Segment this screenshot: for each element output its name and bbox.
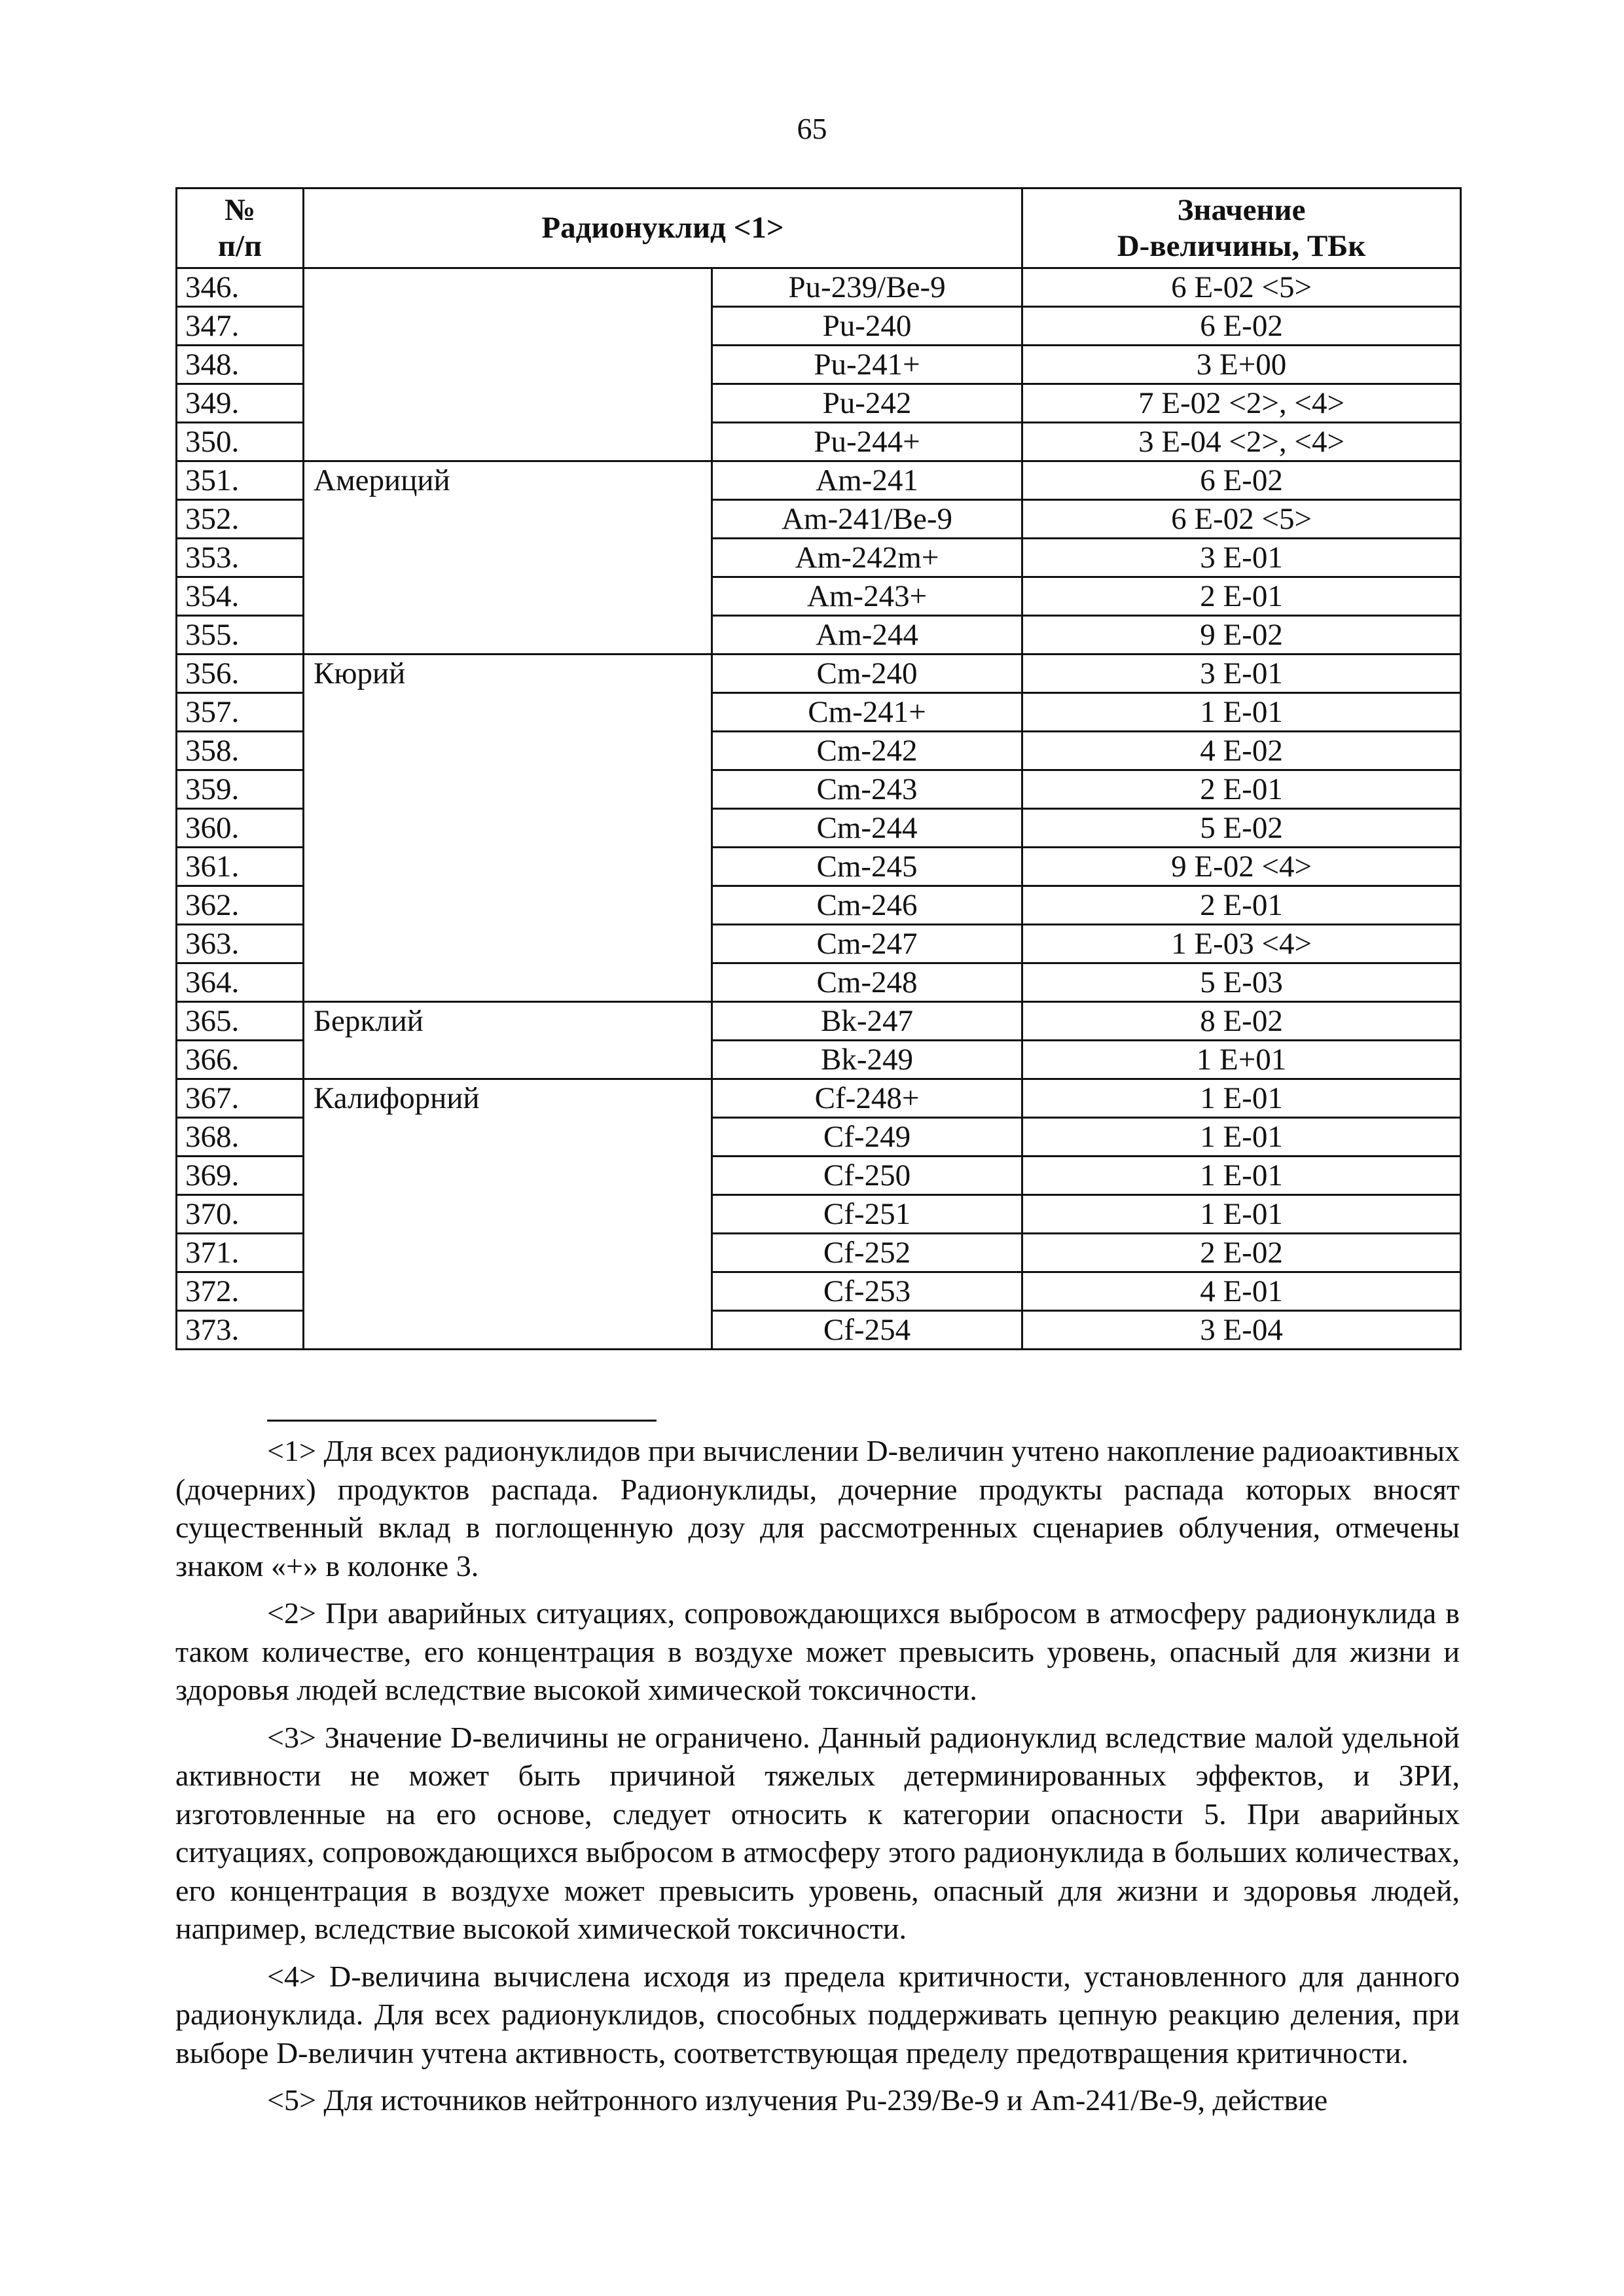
isotope: Pu-240: [712, 307, 1022, 346]
element-name: [304, 307, 712, 346]
table-row: [177, 1079, 1461, 1118]
row-number: 349.: [177, 384, 304, 423]
isotope: Cf-250: [712, 1157, 1022, 1195]
table-row: [177, 500, 1461, 539]
element-name: [304, 1195, 712, 1234]
isotope: Cf-253: [712, 1272, 1022, 1311]
isotope: Cm-240: [712, 655, 1022, 693]
d-value: 3 E-04: [1022, 1311, 1461, 1350]
row-number: 357.: [177, 693, 304, 732]
header-value: Значение D-величины, ТБк: [1022, 188, 1461, 268]
d-value: 6 E-02: [1022, 307, 1461, 346]
table-row: [177, 1311, 1461, 1350]
isotope: Cm-245: [712, 848, 1022, 886]
isotope: Am-244: [712, 616, 1022, 655]
table-row: [177, 655, 1461, 693]
element-name: [304, 925, 712, 963]
footnote-separator: [267, 1420, 657, 1422]
element-name: [304, 1118, 712, 1157]
element-name: [304, 1041, 712, 1079]
isotope: Cf-251: [712, 1195, 1022, 1234]
row-number: 372.: [177, 1272, 304, 1311]
row-number: 368.: [177, 1118, 304, 1157]
isotope: Bk-249: [712, 1041, 1022, 1079]
element-name: [304, 1157, 712, 1195]
table-row: [177, 539, 1461, 577]
row-number: 369.: [177, 1157, 304, 1195]
isotope: Cf-252: [712, 1234, 1022, 1272]
table-row: [177, 384, 1461, 423]
row-number: 358.: [177, 732, 304, 770]
isotope: Am-243+: [712, 577, 1022, 616]
row-number: 373.: [177, 1311, 304, 1350]
isotope: Cf-249: [712, 1118, 1022, 1157]
element-name: [304, 963, 712, 1002]
d-value: 4 E-01: [1022, 1272, 1461, 1311]
table-row: [177, 886, 1461, 925]
table-row: [177, 770, 1461, 809]
page-number: 65: [797, 112, 827, 145]
table-row: [177, 461, 1461, 500]
row-number: 365.: [177, 1002, 304, 1041]
element-name: [304, 1311, 712, 1350]
isotope: Cm-248: [712, 963, 1022, 1002]
table-row: [177, 307, 1461, 346]
row-number: 366.: [177, 1041, 304, 1079]
row-number: 356.: [177, 655, 304, 693]
isotope: Cm-247: [712, 925, 1022, 963]
isotope: Bk-247: [712, 1002, 1022, 1041]
d-value: 9 E-02 <4>: [1022, 848, 1461, 886]
d-value: 7 E-02 <2>, <4>: [1022, 384, 1461, 423]
d-value: 6 E-02 <5>: [1022, 268, 1461, 307]
d-value: 1 E-01: [1022, 1195, 1461, 1234]
table-row: [177, 809, 1461, 848]
table-row: [177, 732, 1461, 770]
element-name: Калифорний: [304, 1079, 712, 1118]
isotope: Am-241: [712, 461, 1022, 500]
d-value: 2 E-01: [1022, 577, 1461, 616]
d-value: 4 E-02: [1022, 732, 1461, 770]
table-row: [177, 423, 1461, 461]
d-value: 5 E-02: [1022, 809, 1461, 848]
d-value: 1 E-01: [1022, 1118, 1461, 1157]
element-name: [304, 616, 712, 655]
element-name: [304, 770, 712, 809]
row-number: 371.: [177, 1234, 304, 1272]
element-name: [304, 809, 712, 848]
table-row: [177, 693, 1461, 732]
table-row: [177, 577, 1461, 616]
isotope: Pu-244+: [712, 423, 1022, 461]
element-name: [304, 732, 712, 770]
d-value: 9 E-02: [1022, 616, 1461, 655]
isotope: Pu-241+: [712, 346, 1022, 384]
element-name: [304, 384, 712, 423]
d-value: 1 E-01: [1022, 1157, 1461, 1195]
element-name: [304, 423, 712, 461]
isotope: Cm-244: [712, 809, 1022, 848]
element-name: Берклий: [304, 1002, 712, 1041]
d-value: 1 E+01: [1022, 1041, 1461, 1079]
element-name: [304, 539, 712, 577]
row-number: 364.: [177, 963, 304, 1002]
element-name: [304, 500, 712, 539]
row-number: 370.: [177, 1195, 304, 1234]
table-row: [177, 1195, 1461, 1234]
table-row: [177, 848, 1461, 886]
table-header-row: [177, 188, 1461, 268]
d-value: 2 E-01: [1022, 886, 1461, 925]
footnote-4: <4> D-величина вычислена исходя из предела критичности, установленного для данного радионуклида. Для всех радионуклидов, способных поддерживать цепную реакцию деления, при выборе D-величин учтена активность, соответствующая пределу предотвращения критичности.: [175, 1959, 1460, 2070]
isotope: Cf-254: [712, 1311, 1022, 1350]
row-number: 351.: [177, 461, 304, 500]
isotope: Pu-239/Be-9: [712, 268, 1022, 307]
element-name: [304, 848, 712, 886]
isotope: Cf-248+: [712, 1079, 1022, 1118]
d-value: 3 E-04 <2>, <4>: [1022, 423, 1461, 461]
element-name: Кюрий: [304, 655, 712, 693]
table-row: [177, 1041, 1461, 1079]
row-number: 363.: [177, 925, 304, 963]
element-name: [304, 886, 712, 925]
row-number: 361.: [177, 848, 304, 886]
footnote-5: <5> Для источников нейтронного излучения Pu-239/Be-9 и Am-241/Be-9, действие: [267, 2083, 1328, 2117]
isotope: Cm-242: [712, 732, 1022, 770]
table-body: [177, 268, 1461, 1350]
table-row: [177, 925, 1461, 963]
header-num: № п/п: [177, 188, 304, 268]
row-number: 367.: [177, 1079, 304, 1118]
d-value: 8 E-02: [1022, 1002, 1461, 1041]
row-number: 348.: [177, 346, 304, 384]
table-row: [177, 616, 1461, 655]
table-row: [177, 1234, 1461, 1272]
row-number: 350.: [177, 423, 304, 461]
element-name: [304, 693, 712, 732]
d-value: 6 E-02: [1022, 461, 1461, 500]
table-row: [177, 268, 1461, 307]
footnote-3: <3> Значение D-величины не ограничено. Данный радионуклид вследствие малой удельной активности не может быть причиной тяжелых детерминированных эффектов, и ЗРИ, изготовленные на его основе, следует относить к категории опасности 5. При аварийных ситуациях, сопровождающихся выбросом в атмосферу этого радионуклида в больших количествах, его концентрация в воздухе может превысить уровень, опасный для жизни и здоровья людей, например, вследствие высокой химической токсичности.: [175, 1720, 1460, 1945]
isotope: Am-242m+: [712, 539, 1022, 577]
isotope: Am-241/Be-9: [712, 500, 1022, 539]
row-number: 359.: [177, 770, 304, 809]
header-radionuclide: Радионуклид <1>: [304, 188, 1022, 268]
element-name: [304, 1234, 712, 1272]
table-row: [177, 963, 1461, 1002]
element-name: Америций: [304, 461, 712, 500]
footnotes: [175, 1432, 1460, 2129]
radionuclide-table: [175, 187, 1462, 1350]
d-value: 3 E-01: [1022, 655, 1461, 693]
row-number: 360.: [177, 809, 304, 848]
d-value: 3 E-01: [1022, 539, 1461, 577]
isotope: Cm-241+: [712, 693, 1022, 732]
table-row: [177, 1272, 1461, 1311]
element-name: [304, 346, 712, 384]
footnote-1: <1> Для всех радионуклидов при вычислении D-величин учтено накопление радиоактивных (дочерних) продуктов распада. Радионуклиды, дочерние продукты распада которых вносят существенный вклад в поглощенную дозу для рассмотренных сценариев облучения, отмечены знаком «+» в колонке 3.: [175, 1434, 1460, 1583]
element-name: [304, 268, 712, 307]
table-row: [177, 346, 1461, 384]
row-number: 353.: [177, 539, 304, 577]
d-value: 3 E+00: [1022, 346, 1461, 384]
d-value: 1 E-01: [1022, 693, 1461, 732]
element-name: [304, 577, 712, 616]
table-row: [177, 1118, 1461, 1157]
footnote-2: <2> При аварийных ситуациях, сопровождающихся выбросом в атмосферу радионуклида в таком количестве, его концентрация в воздухе может превысить уровень, опасный для жизни и здоровья людей вследствие высокой химической токсичности.: [175, 1596, 1460, 1706]
row-number: 354.: [177, 577, 304, 616]
row-number: 362.: [177, 886, 304, 925]
d-value: 1 E-03 <4>: [1022, 925, 1461, 963]
isotope: Cm-246: [712, 886, 1022, 925]
row-number: 347.: [177, 307, 304, 346]
isotope: Cm-243: [712, 770, 1022, 809]
d-value: 1 E-01: [1022, 1079, 1461, 1118]
row-number: 355.: [177, 616, 304, 655]
d-value: 2 E-02: [1022, 1234, 1461, 1272]
d-value: 6 E-02 <5>: [1022, 500, 1461, 539]
d-value: 2 E-01: [1022, 770, 1461, 809]
isotope: Pu-242: [712, 384, 1022, 423]
element-name: [304, 1272, 712, 1311]
row-number: 352.: [177, 500, 304, 539]
row-number: 346.: [177, 268, 304, 307]
table-row: [177, 1002, 1461, 1041]
table-row: [177, 1157, 1461, 1195]
d-value: 5 E-03: [1022, 963, 1461, 1002]
